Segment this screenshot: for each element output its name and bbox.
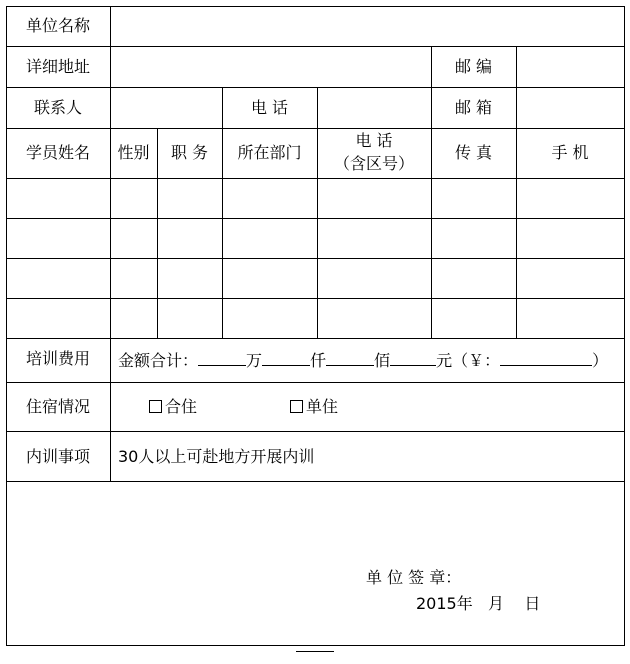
- yuan-unit: 元（￥：: [436, 351, 501, 370]
- unit-name-field[interactable]: [111, 7, 624, 46]
- unit-seal-label: 单 位 签 章：: [366, 568, 462, 587]
- wan-blank[interactable]: [198, 349, 246, 366]
- contact-field[interactable]: [111, 88, 222, 128]
- inhouse-text: 30人以上可赴地方开展内训: [118, 447, 315, 466]
- h-line: [6, 382, 625, 383]
- checkbox-icon[interactable]: [149, 400, 162, 413]
- shared-room-option[interactable]: [149, 397, 197, 417]
- fee-amount-line: [118, 349, 608, 371]
- phone-label: 电 话: [250, 98, 289, 117]
- wan-unit: 万: [246, 351, 263, 370]
- email-field[interactable]: [517, 88, 624, 128]
- amount-blank[interactable]: [500, 349, 592, 366]
- phone-field[interactable]: [318, 88, 431, 128]
- v-line: [624, 6, 625, 646]
- h-line: [6, 298, 625, 299]
- h-line: [6, 338, 625, 339]
- yuan-blank[interactable]: [390, 349, 436, 366]
- unit-name-label: 单位名称: [25, 16, 90, 35]
- qian-blank[interactable]: [262, 349, 310, 366]
- email-label: 邮 箱: [454, 98, 493, 117]
- col-header-mobile: 手 机: [551, 143, 589, 162]
- shared-room-label: 合住: [165, 397, 198, 416]
- col-header-gender: 性别: [117, 143, 150, 162]
- col-header-phone-note: （含区号）: [333, 154, 414, 173]
- h-line: [6, 481, 625, 482]
- checkbox-icon[interactable]: [290, 400, 303, 413]
- inhouse-label: 内训事项: [25, 447, 90, 466]
- contact-label: 联系人: [33, 98, 82, 117]
- registration-form: [6, 6, 625, 646]
- sign-date: 2015年 月 日: [416, 594, 541, 613]
- col-header-position: 职 务: [170, 143, 209, 162]
- lodging-label: 住宿情况: [25, 397, 90, 416]
- col-header-department: 所在部门: [237, 143, 302, 162]
- h-line: [6, 218, 625, 219]
- qian-unit: 仟: [310, 351, 327, 370]
- address-label: 详细地址: [25, 57, 90, 76]
- col-header-fax: 传 真: [454, 143, 493, 162]
- col-header-phone: 电 话: [355, 131, 393, 150]
- bai-unit: 佰: [374, 351, 391, 370]
- single-room-label: 单住: [306, 397, 339, 416]
- h-line: [6, 258, 625, 259]
- postcode-field[interactable]: [517, 47, 624, 87]
- single-room-option[interactable]: [290, 397, 338, 417]
- h-line: [6, 431, 625, 432]
- fee-total-label: 金额合计：: [118, 351, 199, 370]
- h-line: [6, 645, 625, 646]
- h-line: [6, 178, 625, 179]
- postcode-label: 邮 编: [454, 57, 493, 76]
- fee-label: 培训费用: [25, 349, 90, 368]
- bai-blank[interactable]: [326, 349, 374, 366]
- fee-close: ）: [592, 351, 609, 370]
- col-header-name: 学员姓名: [25, 143, 90, 162]
- h-line: [6, 128, 625, 129]
- address-field[interactable]: [111, 47, 431, 87]
- bottom-rule: [296, 651, 334, 652]
